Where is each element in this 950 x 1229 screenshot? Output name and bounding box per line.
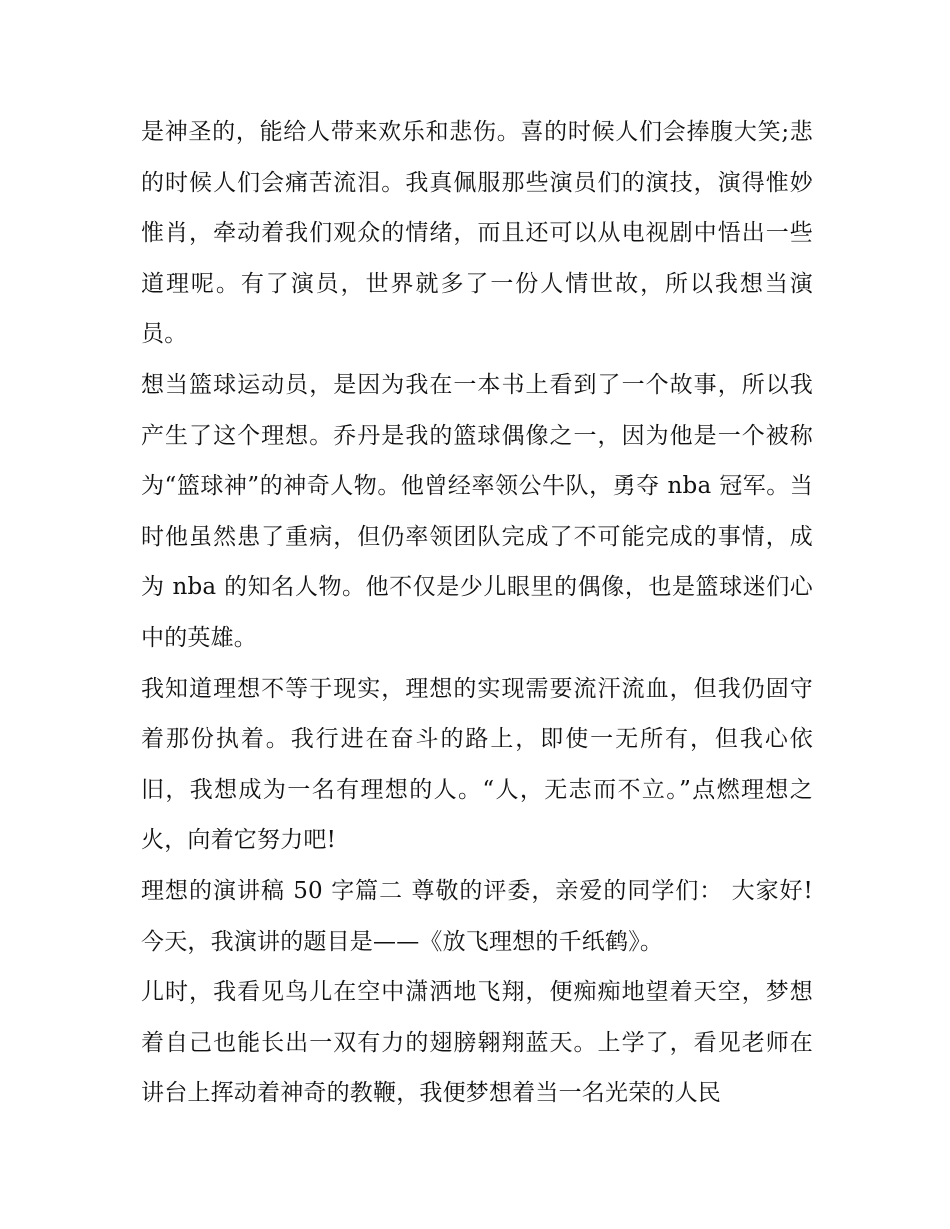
- paragraph-persistence: 我知道理想不等于现实，理想的实现需要流汗流血，但我仍固守着那份执着。我行进在奋斗的路上，即使一无所有，但我心依旧，我想成为一名有理想的人。“人，无志而不立。”点燃理想之火，向着它努力吧!: [141, 675, 813, 854]
- paragraph-speech-heading: 理想的演讲稿 50 字篇二 尊敬的评委，亲爱的同学们： 大家好! 今天，我演讲的题目是——《放飞理想的千纸鹤》。: [141, 877, 813, 955]
- paragraph-actor: 是神圣的，能给人带来欢乐和悲伤。喜的时候人们会捧腹大笑;悲的时候人们会痛苦流泪。我真佩服那些演员们的演技，演得惟妙惟肖，牵动着我们观众的情绪，而且还可以从电视剧中悟出一些道理呢。有了演员，世界就多了一份人情世故，所以我想当演员。: [141, 119, 813, 348]
- document-body: [141, 107, 813, 1119]
- paragraph-childhood: 儿时，我看见鸟儿在空中潇洒地飞翔，便痴痴地望着天空，梦想着自己也能长出一双有力的翅膀翱翔蓝天。上学了，看见老师在讲台上挥动着神奇的教鞭，我便梦想着当一名光荣的人民: [141, 979, 813, 1107]
- paragraph-basketball: 想当篮球运动员，是因为我在一本书上看到了一个故事，所以我产生了这个理想。乔丹是我的篮球偶像之一，因为他是一个被称为“篮球神”的神奇人物。他曾经率领公牛队，勇夺 nba 冠军。当时他虽然患了重病，但仍率领团队完成了不可能完成的事情，成为 nba 的知名人物。他不仅是少儿眼里的偶像，也是篮球迷们心中的英雄。: [141, 371, 813, 651]
